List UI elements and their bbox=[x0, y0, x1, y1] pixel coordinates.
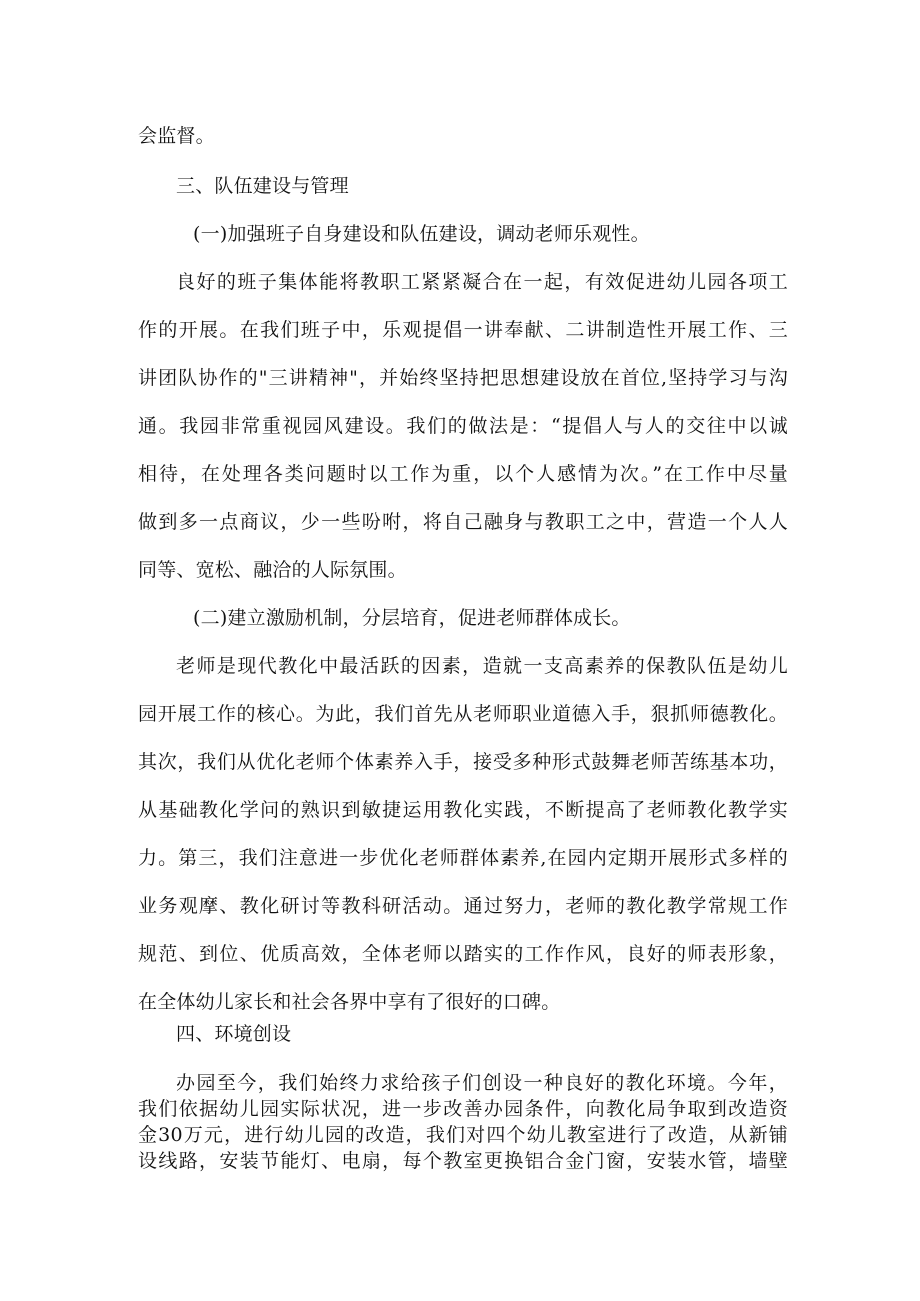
paragraph-line: 讲团队协作的"三讲精神"，并始终坚持把思想建设放在首位,坚持学习与沟 bbox=[138, 367, 788, 389]
paragraph-line: 力。第三，我们注意进一步优化老师群体素养,在园内定期开展形式多样的 bbox=[138, 847, 788, 869]
paragraph-line: 会监督。 bbox=[138, 125, 215, 147]
subsection-heading: (二)建立激励机制，分层培育，促进老师群体成长。 bbox=[193, 607, 631, 629]
subsection-heading: (一)加强班子自身建设和队伍建设，调动老师乐观性。 bbox=[193, 223, 650, 245]
paragraph-line: 作的开展。在我们班子中，乐观提倡一讲奉献、二讲制造性开展工作、三 bbox=[138, 319, 788, 341]
paragraph-line: 金30万元，进行幼儿园的改造，我们对四个幼儿教室进行了改造，从新铺 bbox=[138, 1124, 788, 1146]
section-heading: 三、队伍建设与管理 bbox=[176, 175, 349, 197]
paragraph-line: 良好的班子集体能将教职工紧紧凝合在一起，有效促进幼儿园各项工 bbox=[176, 271, 788, 293]
paragraph-line: 老师是现代教化中最活跃的因素，造就一支高素养的保教队伍是幼儿 bbox=[176, 655, 788, 677]
paragraph-line: 其次，我们从优化老师个体素养入手，接受多种形式鼓舞老师苦练基本功， bbox=[138, 751, 788, 773]
paragraph-line: 规范、到位、优质高效，全体老师以踏实的工作作风，良好的师表形象， bbox=[138, 943, 788, 965]
paragraph-line: 通。我园非常重视园风建设。我们的做法是：“提倡人与人的交往中以诚 bbox=[138, 415, 788, 437]
paragraph-line: 同等、宽松、融洽的人际氛围。 bbox=[138, 559, 407, 581]
paragraph-line: 从基础教化学问的熟识到敏捷运用教化实践，不断提高了老师教化教学实 bbox=[138, 799, 788, 821]
paragraph-line: 业务观摩、教化研讨等教科研活动。通过努力，老师的教化教学常规工作 bbox=[138, 895, 788, 917]
paragraph-line: 我们依据幼儿园实际状况，进一步改善办园条件，向教化局争取到改造资 bbox=[138, 1098, 788, 1120]
paragraph-line: 园开展工作的核心。为此，我们首先从老师职业道德入手，狠抓师德教化。 bbox=[138, 703, 788, 725]
section-heading: 四、环境创设 bbox=[176, 1023, 292, 1045]
paragraph-line: 办园至今，我们始终力求给孩子们创设一种良好的教化环境。今年， bbox=[176, 1072, 788, 1094]
paragraph-line: 做到多一点商议，少一些吩咐，将自己融身与教职工之中，营造一个人人 bbox=[138, 511, 788, 533]
paragraph-line: 在全体幼儿家长和社会各界中享有了很好的口碑。 bbox=[138, 991, 561, 1013]
paragraph-line: 设线路，安装节能灯、电扇，每个教室更换铝合金门窗，安装水管，墙壁 bbox=[138, 1150, 788, 1172]
paragraph-line: 相待，在处理各类问题时以工作为重，以个人感情为次。”在工作中尽量 bbox=[138, 463, 788, 485]
